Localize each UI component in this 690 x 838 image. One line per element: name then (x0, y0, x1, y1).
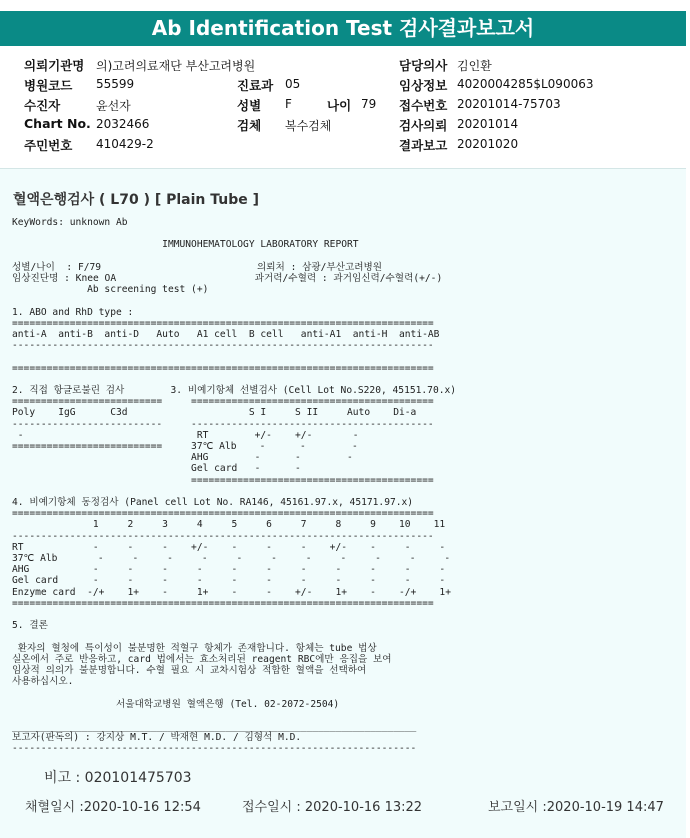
remark-label: 비고 : (44, 770, 81, 786)
report-line: AHG - - - (12, 452, 353, 464)
report-line: ========================================================================= (12, 508, 434, 520)
report-line: 임상진단명 : Knee OA 과거력/수혈력 : 과거임신력/수혈력(+/-) (12, 273, 443, 284)
hospital-code-value: 55599 (96, 77, 135, 91)
clinical-label: 임상정보 (399, 78, 448, 93)
report-line: 서울대학교병원 혈액은행 (Tel. 02-2072-2504) (12, 698, 340, 710)
report-line: 보고자(판독의) : 강지상 M.T. / 박재현 M.D. / 김형석 M.D. (12, 732, 302, 744)
specimen-label: 검체 (237, 118, 262, 133)
request-date-label: 검사의뢰 (399, 118, 448, 133)
report-line: - RT +/- +/- - (12, 429, 359, 441)
report-line: ------------------------------------------------------------------------- (12, 340, 434, 352)
report-line: 1 2 3 4 5 6 7 8 9 10 11 (12, 519, 446, 531)
reported-value: 2020-10-19 14:47 (546, 800, 664, 815)
report-line: 2. 직접 항글로불린 검사 3. 비예기항체 선별검사 (Cell Lot No.S220, 45151.70.x) (12, 385, 457, 396)
patient-value: 윤선자 (96, 99, 131, 113)
report-line: 임상적 의의가 불분명합니다. 수혈 필요 시 교차시험상 적합한 혈액을 선택하여 (12, 665, 367, 676)
report-line: Poly IgG C3d S I S II Auto Di-a (12, 407, 417, 419)
result-date-label: 결과보고 (399, 138, 448, 153)
report-line: anti-A anti-B anti-D Auto A1 cell B cell anti-A1 anti-H anti-AB (12, 329, 440, 340)
specimen-value: 복수검체 (285, 119, 332, 133)
report-line: ========================================================================= (12, 597, 434, 609)
sex-value: F (285, 97, 292, 111)
report-line: ---------------------------------------------------------------------- (12, 743, 417, 755)
report-line: 성별/나이 : F/79 의뢰처 : 삼광/부산고려병원 (12, 261, 383, 273)
request-date-value: 20201014 (457, 117, 519, 131)
report-title: Ab Identification Test 검사결과보고서 (0, 11, 686, 46)
receipt-no-label: 접수번호 (399, 98, 448, 113)
receipt-no-value: 20201014-75703 (457, 97, 561, 111)
chart-value: 2032466 (96, 117, 150, 131)
report-line: ------------------------------------------------------------------------- (12, 530, 434, 542)
report-line: 4. 비예기항체 동정검사 (Panel cell Lot No. RA146, 45161.97.x, 45171.97.x) (12, 497, 414, 508)
report-line: RT - - - +/- - - - +/- - - - (12, 541, 446, 553)
id-label: 주민번호 (24, 138, 73, 153)
report-line: ______________________________________________________________________ (12, 721, 417, 732)
dept-label: 진료과 (237, 78, 274, 93)
report-line: ========================================================================= (12, 317, 434, 329)
report-line: KeyWords: unknown Ab (12, 217, 128, 228)
requester-value: 의)고려의료재단 부산고려병원 (96, 59, 256, 73)
chart-label: Chart No. (24, 116, 91, 131)
doctor-label: 담당의사 (399, 58, 448, 73)
clinical-value: 4020004285$L090063 (457, 77, 594, 91)
report-line: 5. 결론 (12, 620, 48, 632)
age-label: 나이 (327, 98, 352, 113)
report-line: Ab screening test (+) (12, 284, 209, 296)
report-line: ========================================== (12, 474, 434, 486)
received-label: 접수일시 : (242, 800, 301, 815)
remark-value: 020101475703 (84, 770, 192, 786)
report-line: Gel card - - - - - - - - - - - (12, 575, 446, 587)
report-line: 1. ABO and RhD type : (12, 306, 134, 318)
report-body (0, 168, 686, 838)
report-line: ========================== ========================================== (12, 396, 434, 408)
report-line: -------------------------- ------------------------------------------ (12, 418, 434, 430)
received-value: 2020-10-16 13:22 (304, 800, 423, 815)
hospital-code-label: 병원코드 (24, 78, 73, 93)
collected-label: 채혈일시 : (25, 800, 84, 815)
report-line: Gel card - - (12, 463, 301, 475)
age-value: 79 (361, 97, 377, 111)
report-line: ========================== 37℃ Alb - - - (12, 441, 358, 452)
patient-label: 수진자 (24, 98, 61, 113)
dept-value: 05 (285, 77, 301, 91)
header-info (0, 48, 690, 166)
report-line: 37℃ Alb - - - - - - - - - - - (12, 553, 451, 564)
doctor-value: 김인환 (457, 59, 492, 73)
section-title: 혈액은행검사 ( L70 ) [ Plain Tube ] (13, 192, 260, 208)
report-line: IMMUNOHEMATOLOGY LABORATORY REPORT (12, 239, 359, 251)
id-value: 410429-2 (96, 137, 154, 151)
result-date-value: 20201020 (457, 137, 519, 151)
report-line: 사용하십시오. (12, 676, 74, 688)
sex-label: 성별 (237, 98, 262, 113)
report-line: AHG - - - - - - - - - - - (12, 564, 446, 576)
report-line: Enzyme card -/+ 1+ - 1+ - - +/- 1+ - -/+ 1+ (12, 586, 451, 598)
report-line: 환자의 혈청에 특이성이 불분명한 적혈구 항체가 존재합니다. 항체는 tube 법상 (12, 642, 377, 654)
collected-value: 2020-10-16 12:54 (83, 800, 201, 815)
report-line: 실온에서 주로 반응하고, card 법에서는 효소처리된 reagent RBC에만 응집을 보여 (12, 653, 392, 665)
report-line: ========================================================================= (12, 362, 434, 374)
requester-label: 의뢰기관명 (24, 58, 85, 73)
reported-label: 보고일시 : (488, 800, 547, 815)
